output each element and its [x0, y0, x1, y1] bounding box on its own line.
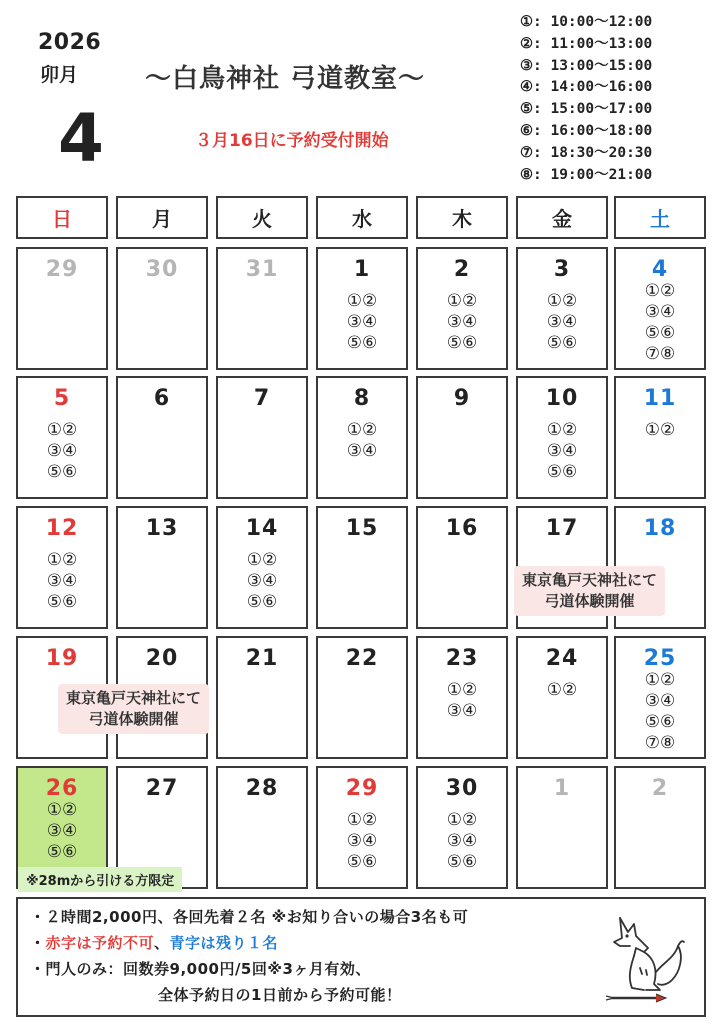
- time-slot-list: [520, 12, 652, 186]
- day-number: 17: [545, 516, 579, 541]
- slot-list: [18, 800, 106, 863]
- year-label: 2026: [38, 30, 102, 55]
- slot-pair: ⑤⑥: [644, 323, 676, 343]
- slot-list: [418, 291, 506, 354]
- time-slot-4: ④: 14:00～16:00: [520, 79, 653, 96]
- slot-list: [318, 810, 406, 873]
- slot-pair: ①②: [644, 420, 676, 440]
- slot-pair: ⑦⑧: [644, 344, 676, 364]
- slot-pair: ①②: [644, 670, 676, 690]
- slot-list: [318, 420, 406, 462]
- slot-list: [318, 291, 406, 354]
- day-number: 8: [353, 386, 371, 411]
- slot-pair: ①②: [546, 680, 578, 700]
- legend-red-text: 赤字は予約不可: [45, 934, 155, 952]
- distance-limit-note: ※28mから引ける方限定: [18, 867, 182, 892]
- day-number: 11: [643, 386, 677, 411]
- day-number: 2: [651, 776, 669, 801]
- day-number: 28: [245, 776, 279, 801]
- day-number: 2: [453, 257, 471, 282]
- day-number: 3: [553, 257, 571, 282]
- day-number: 7: [253, 386, 271, 411]
- day-cell[interactable]: [316, 766, 408, 889]
- event-tag-line: 弓道体験開催: [544, 592, 635, 610]
- day-number: 13: [145, 516, 179, 541]
- day-cell[interactable]: [16, 376, 108, 499]
- slot-list: [518, 291, 606, 354]
- day-number: 6: [153, 386, 171, 411]
- day-cell[interactable]: [216, 506, 308, 629]
- page-title: ～白鳥神社 弓道教室～: [145, 64, 426, 94]
- day-cell[interactable]: [416, 766, 508, 889]
- slot-list: [616, 670, 704, 754]
- day-number: 1: [353, 257, 371, 282]
- event-tag-line: 東京亀戸天神社にて: [66, 689, 202, 707]
- slot-list: [518, 420, 606, 483]
- slot-pair: ③④: [446, 312, 478, 332]
- slot-list: [616, 420, 704, 441]
- day-number: 25: [643, 646, 677, 671]
- day-number: 23: [445, 646, 479, 671]
- day-cell[interactable]: [316, 506, 408, 629]
- time-slot-1: ①: 10:00～12:00: [520, 14, 653, 30]
- weekday-header-sat: 土: [614, 196, 706, 239]
- day-number: 30: [445, 776, 479, 801]
- weekday-header-mon: 月: [116, 196, 208, 239]
- day-number: 20: [145, 646, 179, 671]
- slot-pair: ①②: [546, 420, 578, 440]
- time-slot-6: ⑥: 16:00～18:00: [520, 122, 653, 139]
- time-slot-3: ③: 13:00～15:00: [520, 57, 653, 74]
- slot-pair: ③④: [46, 441, 78, 461]
- slot-pair: ①②: [546, 291, 578, 311]
- month-name: 卯月: [40, 64, 79, 86]
- weekday-header-tue: 火: [216, 196, 308, 239]
- slot-pair: ①②: [446, 680, 478, 700]
- slot-list: [18, 420, 106, 483]
- slot-pair: ③④: [346, 441, 378, 461]
- day-cell[interactable]: [416, 376, 508, 499]
- day-number: 19: [45, 646, 79, 671]
- day-cell[interactable]: [216, 766, 308, 889]
- legend-separator: 、: [154, 934, 170, 952]
- slot-pair: ①②: [346, 291, 378, 311]
- legend-blue-text: 青字は残り１名: [169, 934, 279, 952]
- time-slot-8: ⑧: 19:00～21:00: [520, 166, 653, 183]
- slot-pair: ⑤⑥: [246, 592, 278, 612]
- event-tag-line: 東京亀戸天神社にて: [522, 571, 658, 589]
- day-cell[interactable]: [516, 636, 608, 759]
- slot-pair: ①②: [446, 810, 478, 830]
- day-cell[interactable]: [16, 247, 108, 370]
- day-cell[interactable]: [614, 766, 706, 889]
- slot-pair: ③④: [346, 831, 378, 851]
- day-number: 18: [643, 516, 677, 541]
- slot-pair: ⑤⑥: [644, 712, 676, 732]
- day-cell[interactable]: [516, 766, 608, 889]
- info-color-legend: [30, 932, 278, 953]
- day-number: 9: [453, 386, 471, 411]
- slot-pair: ①②: [46, 800, 78, 820]
- weekday-header-sun: 日: [16, 196, 108, 239]
- slot-pair: ⑤⑥: [446, 852, 478, 872]
- info-price-line: ・２時間2,000円、各回先着２名 ※お知り合いの場合3名も可: [30, 908, 469, 926]
- slot-pair: ①②: [246, 550, 278, 570]
- day-cell[interactable]: [614, 636, 706, 759]
- day-cell[interactable]: [216, 247, 308, 370]
- day-number: 22: [345, 646, 379, 671]
- slot-list: [418, 680, 506, 722]
- day-number: 21: [245, 646, 279, 671]
- slot-pair: ③④: [644, 302, 676, 322]
- slot-pair: ③④: [446, 831, 478, 851]
- day-number: 30: [145, 257, 179, 282]
- slot-list: [616, 281, 704, 365]
- weekday-header-wed: 水: [316, 196, 408, 239]
- fox-illustration-icon: [600, 912, 688, 1004]
- event-tag-line: 弓道体験開催: [88, 710, 179, 728]
- slot-pair: ⑤⑥: [46, 462, 78, 482]
- day-cell[interactable]: [316, 636, 408, 759]
- day-cell[interactable]: [216, 636, 308, 759]
- day-cell[interactable]: [116, 506, 208, 629]
- reservation-notice: ３月16日に予約受付開始: [195, 131, 389, 151]
- slot-pair: ①②: [346, 810, 378, 830]
- slot-pair: ③④: [46, 571, 78, 591]
- slot-pair: ⑤⑥: [446, 333, 478, 353]
- day-number: 31: [245, 257, 279, 282]
- time-slot-2: ②: 11:00～13:00: [520, 35, 653, 52]
- slot-pair: ③④: [546, 441, 578, 461]
- day-cell[interactable]: [516, 247, 608, 370]
- slot-pair: ①②: [46, 420, 78, 440]
- slot-pair: ⑤⑥: [546, 462, 578, 482]
- day-number: 1: [553, 776, 571, 801]
- day-cell[interactable]: [516, 376, 608, 499]
- big-month-number: 4: [58, 100, 104, 177]
- day-cell[interactable]: [416, 506, 508, 629]
- slot-pair: ⑤⑥: [346, 852, 378, 872]
- day-cell[interactable]: [614, 247, 706, 370]
- day-number: 12: [45, 516, 79, 541]
- info-ticket-line: ・門人のみ：回数券9,000円/5回※3ヶ月有効、: [30, 960, 371, 978]
- day-cell[interactable]: [16, 506, 108, 629]
- slot-pair: ③④: [644, 691, 676, 711]
- day-number: 5: [53, 386, 71, 411]
- day-cell[interactable]: [614, 376, 706, 499]
- time-slot-7: ⑦: 18:30～20:30: [520, 144, 653, 161]
- day-cell[interactable]: [116, 247, 208, 370]
- slot-pair: ①②: [346, 420, 378, 440]
- day-number: 29: [345, 776, 379, 801]
- event-tag-kameido-19: [58, 684, 209, 734]
- slot-pair: ⑤⑥: [46, 842, 78, 862]
- slot-pair: ①②: [46, 550, 78, 570]
- day-number: 16: [445, 516, 479, 541]
- info-reservation-line: 全体予約日の1日前から予約可能！: [158, 986, 402, 1004]
- slot-list: [518, 680, 606, 701]
- slot-pair: ①②: [446, 291, 478, 311]
- slot-pair: ③④: [446, 701, 478, 721]
- slot-pair: ⑦⑧: [644, 733, 676, 753]
- slot-pair: ③④: [346, 312, 378, 332]
- day-number: 10: [545, 386, 579, 411]
- weekday-header-fri: 金: [516, 196, 608, 239]
- slot-list: [418, 810, 506, 873]
- legend-bullet: ・: [30, 934, 46, 952]
- day-number: 24: [545, 646, 579, 671]
- slot-pair: ③④: [546, 312, 578, 332]
- weekday-header-thu: 木: [416, 196, 508, 239]
- day-cell[interactable]: [216, 376, 308, 499]
- day-cell[interactable]: [116, 376, 208, 499]
- day-number: 14: [245, 516, 279, 541]
- slot-pair: ③④: [246, 571, 278, 591]
- day-cell[interactable]: [316, 247, 408, 370]
- time-slot-5: ⑤: 15:00～17:00: [520, 101, 653, 118]
- slot-list: [18, 550, 106, 613]
- day-cell[interactable]: [416, 636, 508, 759]
- day-cell[interactable]: [316, 376, 408, 499]
- event-tag-kameido-18: [514, 566, 665, 616]
- slot-pair: ③④: [46, 821, 78, 841]
- day-number: 26: [45, 776, 79, 801]
- slot-pair: ⑤⑥: [546, 333, 578, 353]
- day-number: 29: [45, 257, 79, 282]
- day-number: 4: [651, 257, 669, 282]
- slot-list: [218, 550, 306, 613]
- day-cell[interactable]: [416, 247, 508, 370]
- day-number: 15: [345, 516, 379, 541]
- slot-pair: ⑤⑥: [346, 333, 378, 353]
- slot-pair: ⑤⑥: [46, 592, 78, 612]
- day-number: 27: [145, 776, 179, 801]
- slot-pair: ①②: [644, 281, 676, 301]
